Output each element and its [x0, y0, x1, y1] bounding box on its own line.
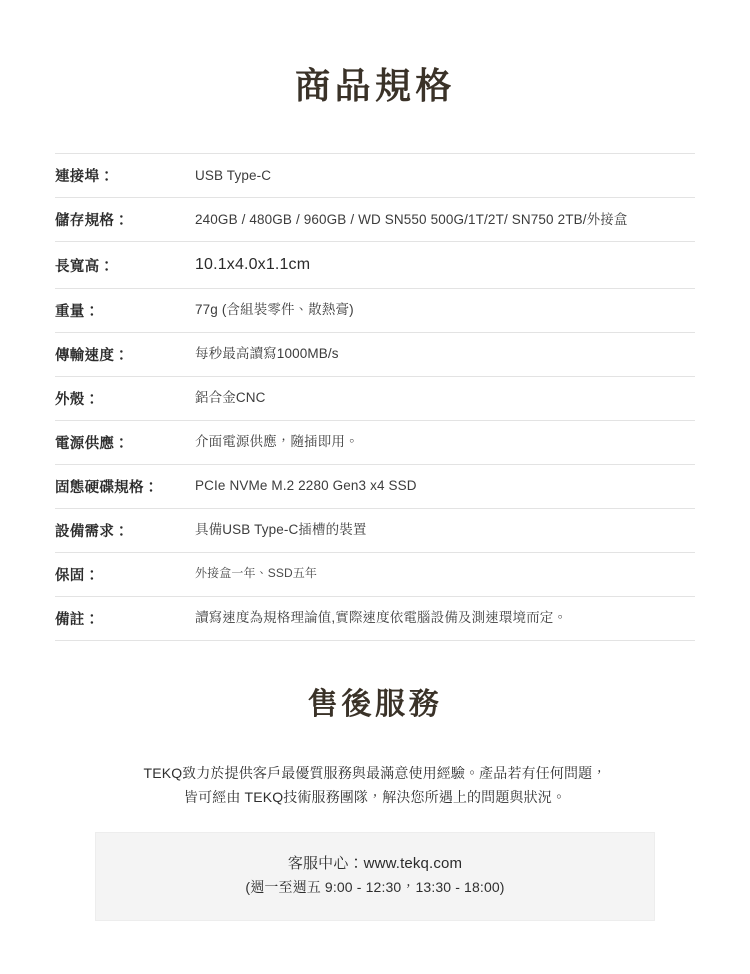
spec-value: 外接盒一年、SSD五年	[195, 566, 317, 581]
table-row	[55, 376, 695, 420]
table-row	[55, 596, 695, 640]
spec-label: 保固：	[55, 567, 100, 584]
table-row	[55, 464, 695, 508]
spec-label: 長寬高：	[55, 258, 115, 275]
service-description	[65, 762, 685, 810]
product-spec-page	[0, 24, 750, 974]
spec-value: 介面電源供應，隨插即用。	[195, 434, 359, 450]
spec-value: 鋁合金CNC	[195, 390, 266, 406]
spec-value: 讀寫速度為規格理論值,實際速度依電腦設備及測速環境而定。	[195, 610, 568, 626]
spec-label: 連接埠：	[55, 169, 115, 186]
spec-label: 傳輸速度：	[55, 347, 129, 364]
spec-section-title: 商品規格	[294, 65, 456, 107]
service-paragraph-line-2: 皆可經由 TEKQ技術服務團隊，解決您所遇上的問題與狀況。	[183, 789, 567, 806]
table-row	[55, 332, 695, 376]
table-row	[55, 242, 695, 288]
spec-value: 240GB / 480GB / 960GB / WD SN550 500G/1T/2T/ SN750 2TB/外接盒	[195, 212, 628, 228]
table-row	[55, 420, 695, 464]
table-row	[55, 552, 695, 596]
service-section-title: 售後服務	[307, 688, 443, 722]
spec-table-body	[55, 154, 695, 640]
spec-label: 備註：	[55, 611, 100, 628]
spec-table	[55, 153, 695, 640]
contact-info-box	[95, 832, 655, 921]
spec-value: 每秒最高讀寫1000MB/s	[195, 346, 339, 362]
table-row	[55, 288, 695, 332]
customer-service-link[interactable]: 客服中心：www.tekq.com	[287, 854, 463, 872]
spec-value: USB Type-C	[195, 168, 272, 184]
spec-value: PCIe NVMe M.2 2280 Gen3 x4 SSD	[195, 478, 417, 494]
spec-label: 電源供應：	[55, 435, 129, 452]
table-row	[55, 198, 695, 242]
spec-label: 設備需求：	[55, 523, 129, 540]
spec-value: 77g (含組裝零件、散熱膏)	[195, 302, 354, 318]
spec-label: 儲存規格：	[55, 213, 129, 230]
table-row	[55, 508, 695, 552]
spec-label: 固態硬碟規格：	[55, 479, 159, 496]
spec-label: 外殼：	[55, 391, 100, 408]
spec-value: 10.1x4.0x1.1cm	[195, 256, 311, 274]
spec-value: 具備USB Type-C插槽的裝置	[195, 522, 367, 538]
spec-label: 重量：	[55, 303, 100, 320]
service-hours: (週一至週五 9:00 - 12:30，13:30 - 18:00)	[245, 879, 505, 896]
table-row	[55, 154, 695, 198]
service-paragraph-line-1: TEKQ致力於提供客戶最優質服務與最滿意使用經驗。產品若有任何問題，	[143, 765, 607, 782]
